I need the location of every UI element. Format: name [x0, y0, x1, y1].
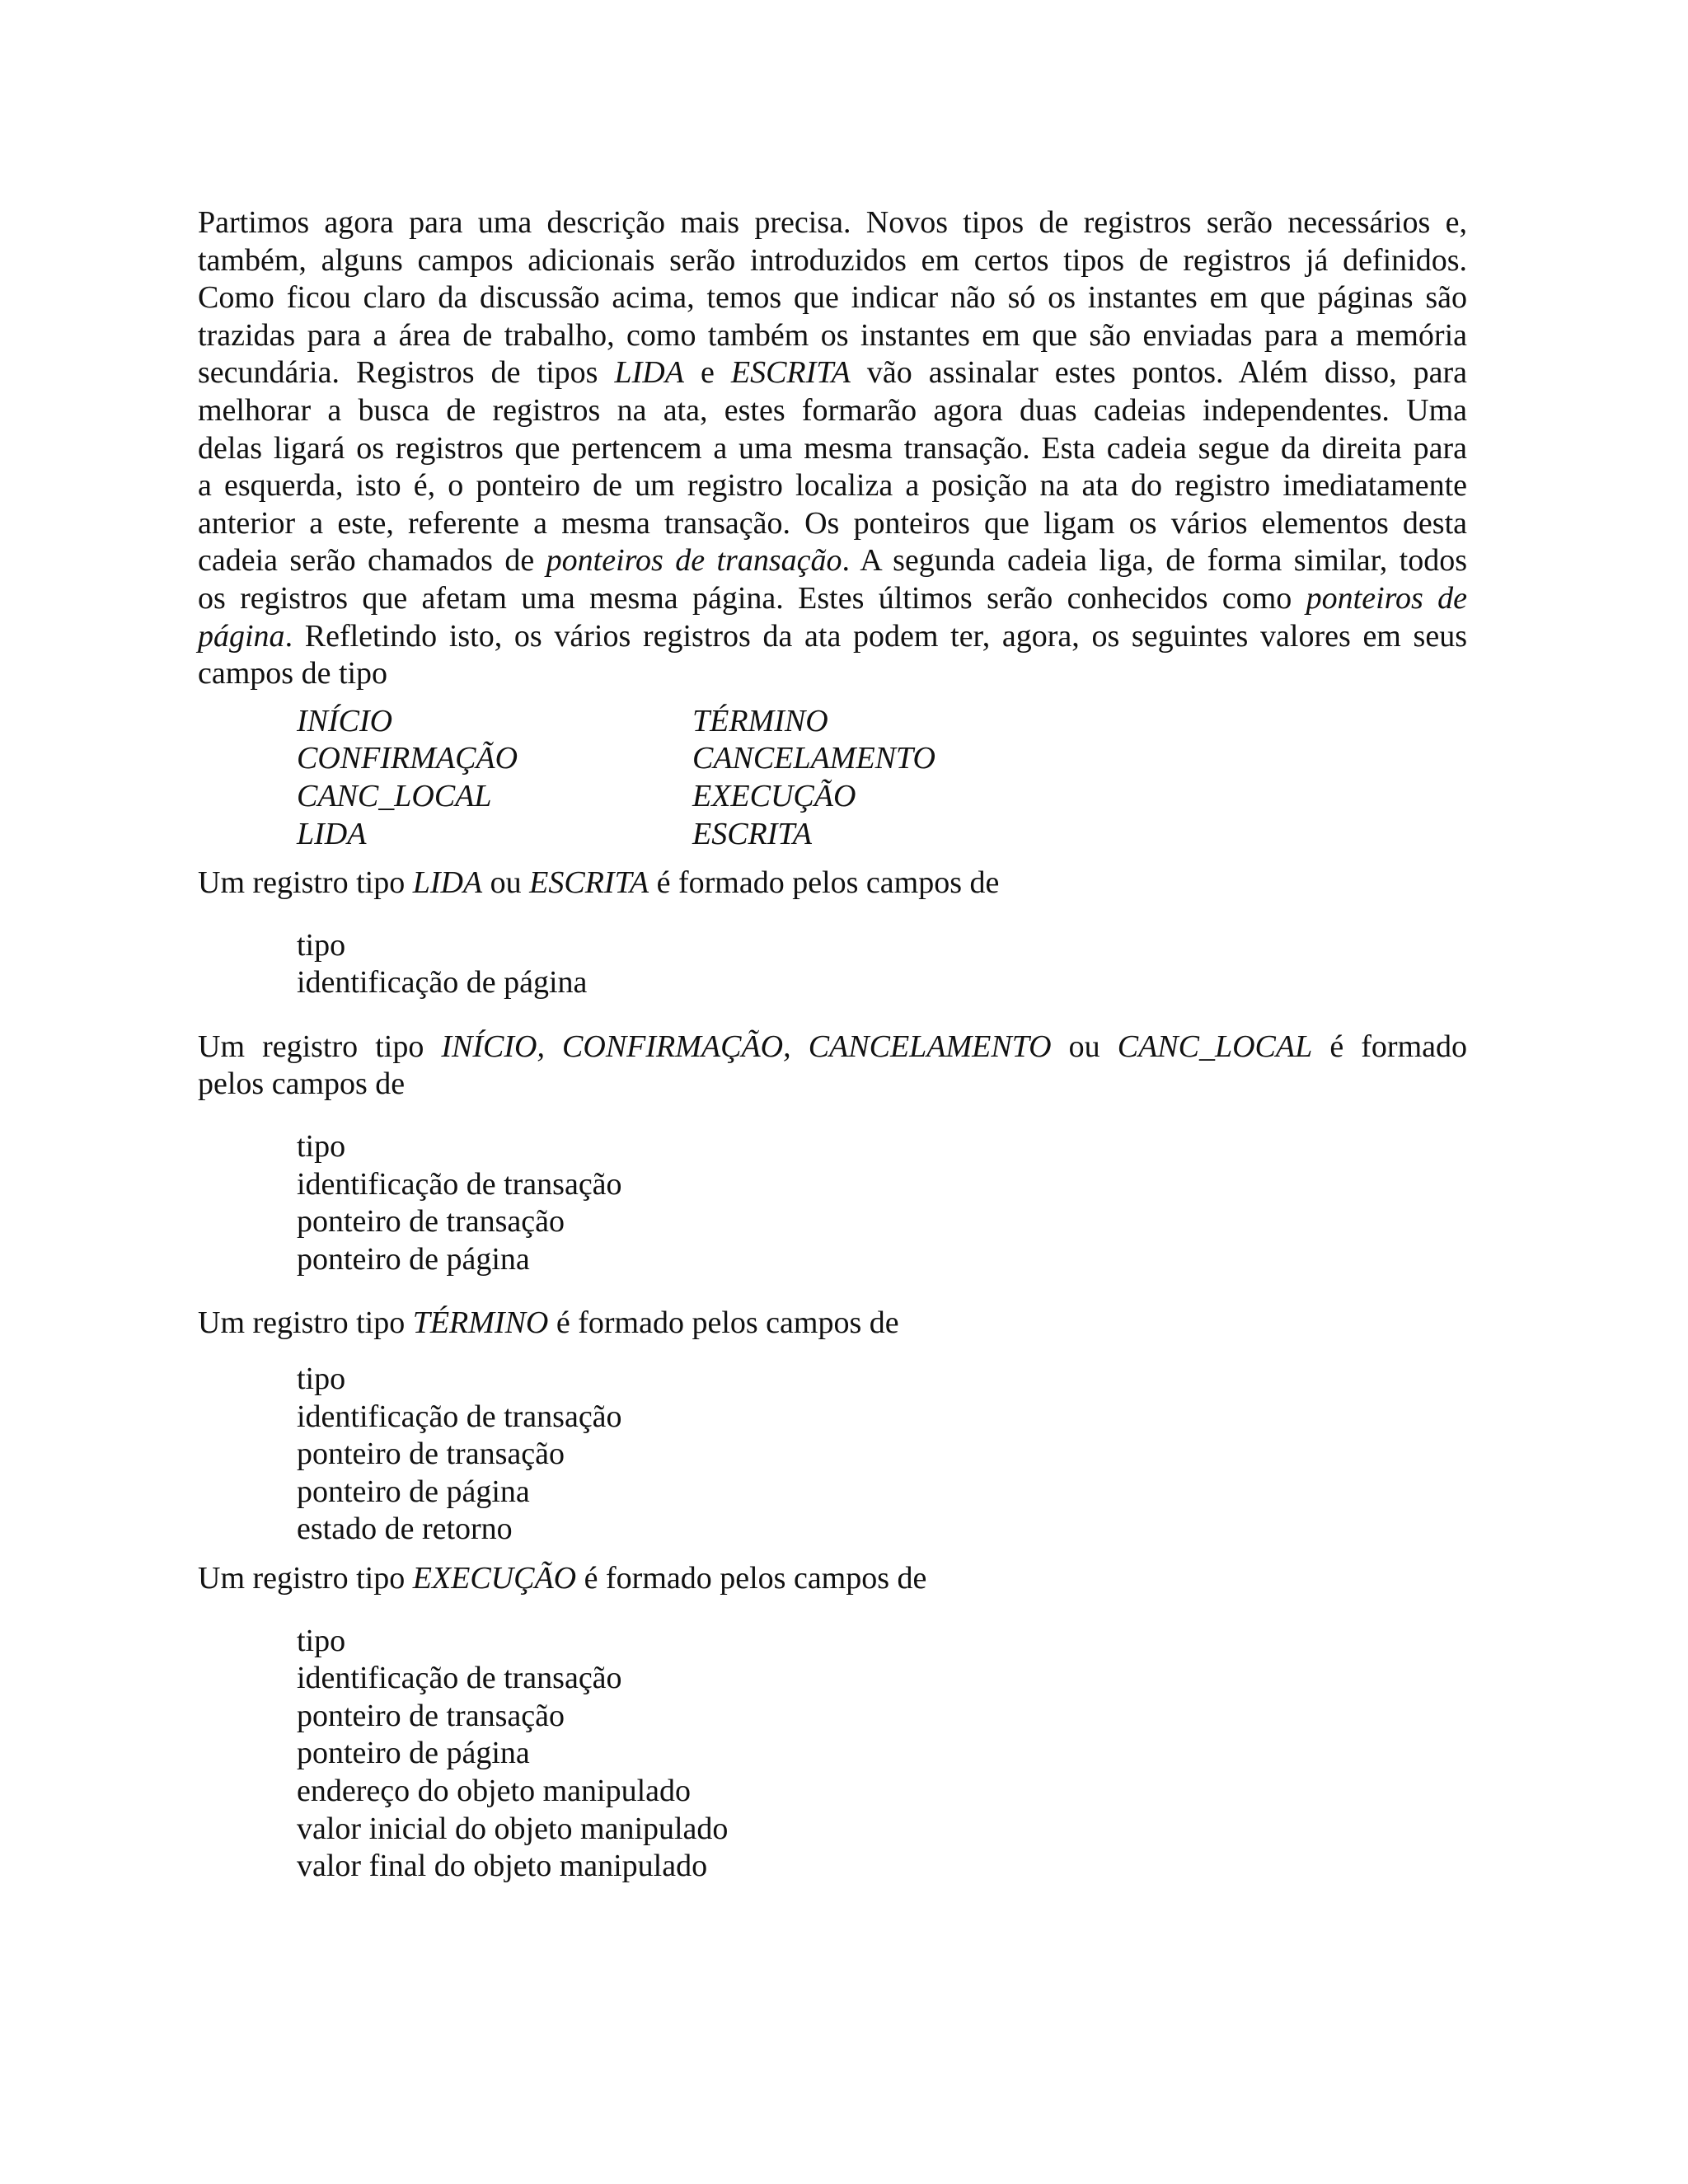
italic-term: ponteiros de transação	[546, 543, 842, 579]
text-run: . Refletindo isto, os vários registros da ata podem ter, agora, os seguintes valores em seus	[284, 618, 1467, 654]
lida-escrita-fields	[297, 927, 1467, 1002]
text-run: ou	[1051, 1029, 1118, 1064]
field-item: ponteiro de transação	[297, 1204, 565, 1240]
paragraph-line: trazidas para a área de trabalho, como também os instantes em que são enviadas para a memória	[198, 317, 1467, 353]
field-item: identificação de transação	[297, 1166, 622, 1202]
paragraph-line: campos de tipo	[198, 656, 388, 691]
paragraph-line: melhorar a busca de registros na ata, estes formarão agora duas cadeias independentes. Uma	[198, 392, 1467, 428]
text-run: Um registro tipo	[198, 1561, 413, 1596]
paragraph-line: Partimos agora para uma descrição mais precisa. Novos tipos de registros serão necessários e,	[198, 205, 1467, 240]
execucao-fields	[297, 1623, 1467, 1886]
italic-term: página	[198, 618, 285, 654]
text-run: ou	[482, 865, 530, 901]
field-item: tipo	[297, 1129, 346, 1165]
field-item: identificação de página	[297, 965, 588, 1001]
text-run: os registros que afetam uma mesma página. Estes últimos serão conhecidos como	[198, 580, 1306, 616]
execucao-intro	[198, 1560, 1467, 1598]
field-item: endereço do objeto manipulado	[297, 1773, 692, 1808]
record-type: INÍCIO	[297, 703, 393, 738]
italic-term: ponteiros de	[1306, 580, 1467, 616]
record-type: ESCRITA	[692, 816, 812, 851]
italic-term: INÍCIO, CONFIRMAÇÃO, CANCELAMENTO	[441, 1029, 1052, 1064]
text-run: cadeia serão chamados de	[198, 543, 546, 579]
italic-term: EXECUÇÃO	[412, 1561, 577, 1596]
paragraph-line	[198, 618, 1467, 656]
paragraph-line: pelos campos de	[198, 1066, 406, 1102]
field-item: tipo	[297, 1623, 346, 1658]
italic-term-escrita: ESCRITA	[730, 355, 851, 391]
text-run: Um registro tipo	[198, 1305, 413, 1341]
lida-escrita-intro	[198, 865, 1467, 902]
document-page	[198, 204, 1467, 1886]
inicio-group-intro	[198, 1029, 1467, 1104]
field-item: tipo	[297, 927, 346, 963]
text-run: é formado pelos campos de	[649, 865, 1000, 901]
record-type: TÉRMINO	[692, 703, 828, 738]
italic-term-lida: LIDA	[614, 355, 684, 391]
field-item: ponteiro de página	[297, 1736, 530, 1771]
field-item: identificação de transação	[297, 1661, 622, 1696]
text-run: . A segunda cadeia liga, de forma similar, todos	[842, 543, 1468, 579]
record-type: EXECUÇÃO	[692, 778, 856, 813]
paragraph-line	[198, 354, 1467, 392]
text-run: é formado pelos campos de	[576, 1561, 927, 1596]
text-run: e	[683, 355, 731, 391]
field-item: valor inicial do objeto manipulado	[297, 1811, 729, 1846]
text-run: secundária. Registros de tipos	[198, 355, 615, 391]
field-item: tipo	[297, 1361, 346, 1397]
text-run: é formado pelos campos de	[548, 1305, 899, 1341]
inicio-group-fields	[297, 1128, 1467, 1278]
paragraph-line: também, alguns campos adicionais serão introduzidos em certos tipos de registros já definidos.	[198, 242, 1467, 278]
record-types-list	[297, 703, 1467, 853]
italic-term: LIDA	[412, 865, 483, 901]
paragraph-line	[198, 542, 1467, 580]
text-run: Um registro tipo	[198, 1029, 442, 1064]
paragraph-line	[198, 1029, 1467, 1066]
paragraph-line: Como ficou claro da discussão acima, temos que indicar não só os instantes em que páginas são	[198, 280, 1467, 316]
paragraph-line: a esquerda, isto é, o ponteiro de um registro localiza a posição na ata do registro imediatamente	[198, 468, 1467, 504]
text-run: Um registro tipo	[198, 865, 413, 901]
field-item: ponteiro de transação	[297, 1436, 565, 1472]
termino-intro	[198, 1305, 1467, 1343]
record-type: CANCELAMENTO	[692, 741, 935, 776]
field-item: valor final do objeto manipulado	[297, 1849, 708, 1884]
record-type: LIDA	[297, 816, 367, 851]
record-type: CANC_LOCAL	[297, 778, 492, 813]
field-item: ponteiro de página	[297, 1241, 530, 1277]
field-item: ponteiro de página	[297, 1474, 530, 1509]
paragraph-line: anterior a este, referente a mesma transação. Os ponteiros que ligam os vários elementos desta	[198, 505, 1467, 541]
intro-paragraph	[198, 204, 1467, 693]
record-type: CONFIRMAÇÃO	[297, 741, 518, 776]
text-run: é formado	[1312, 1029, 1467, 1064]
field-item: estado de retorno	[297, 1511, 513, 1547]
paragraph-line	[198, 580, 1467, 618]
paragraph-line: delas ligará os registros que pertencem a uma mesma transação. Esta cadeia segue da direita para	[198, 430, 1467, 466]
field-item: identificação de transação	[297, 1399, 622, 1434]
italic-term: ESCRITA	[529, 865, 649, 901]
italic-term: CANC_LOCAL	[1117, 1029, 1313, 1064]
termino-fields	[297, 1361, 1467, 1549]
field-item: ponteiro de transação	[297, 1698, 565, 1733]
italic-term: TÉRMINO	[412, 1305, 549, 1341]
text-run: vão assinalar estes pontos. Além disso, para	[850, 355, 1467, 391]
